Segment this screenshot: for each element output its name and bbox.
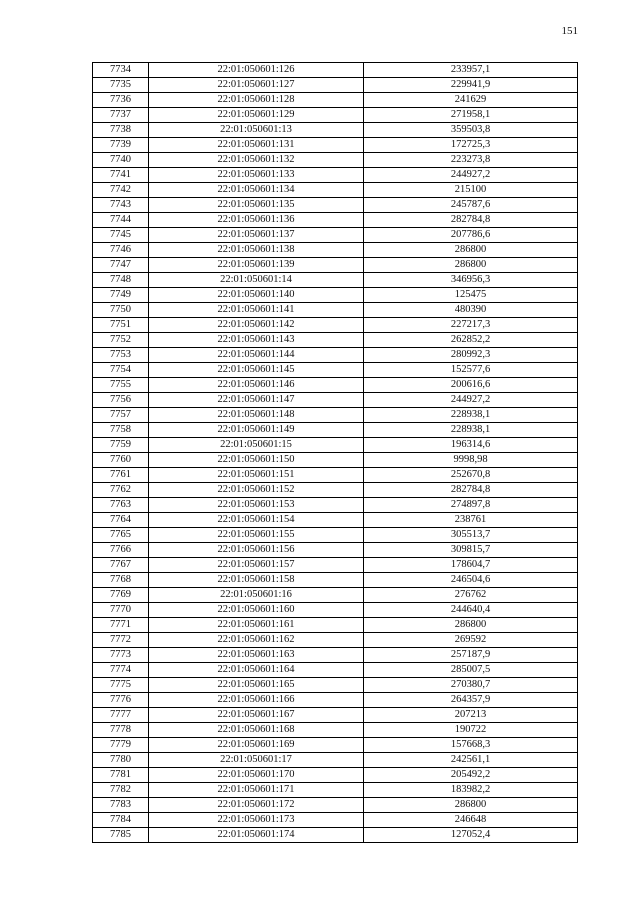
cadastral-value-cell: 207786,6 bbox=[364, 228, 578, 243]
table-row bbox=[93, 198, 578, 213]
table-row bbox=[93, 273, 578, 288]
row-number-cell: 7751 bbox=[93, 318, 149, 333]
row-number-cell: 7772 bbox=[93, 633, 149, 648]
table-row bbox=[93, 318, 578, 333]
cadastral-value-cell: 274897,8 bbox=[364, 498, 578, 513]
table-row bbox=[93, 828, 578, 843]
row-number-cell: 7784 bbox=[93, 813, 149, 828]
cadastral-number-cell: 22:01:050601:154 bbox=[149, 513, 364, 528]
cadastral-number-cell: 22:01:050601:160 bbox=[149, 603, 364, 618]
table-row bbox=[93, 708, 578, 723]
table-row bbox=[93, 468, 578, 483]
cadastral-number-cell: 22:01:050601:13 bbox=[149, 123, 364, 138]
cadastral-number-cell: 22:01:050601:126 bbox=[149, 63, 364, 78]
row-number-cell: 7756 bbox=[93, 393, 149, 408]
cadastral-value-cell: 245787,6 bbox=[364, 198, 578, 213]
cadastral-number-cell: 22:01:050601:136 bbox=[149, 213, 364, 228]
cadastral-number-cell: 22:01:050601:162 bbox=[149, 633, 364, 648]
cadastral-value-cell: 125475 bbox=[364, 288, 578, 303]
table-row bbox=[93, 753, 578, 768]
cadastral-number-cell: 22:01:050601:16 bbox=[149, 588, 364, 603]
table-row bbox=[93, 798, 578, 813]
cadastral-value-cell: 286800 bbox=[364, 618, 578, 633]
table-row bbox=[93, 483, 578, 498]
cadastral-number-cell: 22:01:050601:171 bbox=[149, 783, 364, 798]
row-number-cell: 7762 bbox=[93, 483, 149, 498]
row-number-cell: 7743 bbox=[93, 198, 149, 213]
row-number-cell: 7768 bbox=[93, 573, 149, 588]
table-row bbox=[93, 393, 578, 408]
cadastral-number-cell: 22:01:050601:135 bbox=[149, 198, 364, 213]
cadastral-number-cell: 22:01:050601:161 bbox=[149, 618, 364, 633]
row-number-cell: 7755 bbox=[93, 378, 149, 393]
table-row bbox=[93, 693, 578, 708]
cadastral-number-cell: 22:01:050601:144 bbox=[149, 348, 364, 363]
row-number-cell: 7745 bbox=[93, 228, 149, 243]
row-number-cell: 7753 bbox=[93, 348, 149, 363]
cadastral-number-cell: 22:01:050601:143 bbox=[149, 333, 364, 348]
cadastral-number-cell: 22:01:050601:140 bbox=[149, 288, 364, 303]
row-number-cell: 7744 bbox=[93, 213, 149, 228]
table-row bbox=[93, 528, 578, 543]
row-number-cell: 7746 bbox=[93, 243, 149, 258]
row-number-cell: 7769 bbox=[93, 588, 149, 603]
row-number-cell: 7738 bbox=[93, 123, 149, 138]
cadastral-value-cell: 276762 bbox=[364, 588, 578, 603]
row-number-cell: 7775 bbox=[93, 678, 149, 693]
cadastral-value-cell: 286800 bbox=[364, 243, 578, 258]
row-number-cell: 7761 bbox=[93, 468, 149, 483]
cadastral-value-cell: 190722 bbox=[364, 723, 578, 738]
row-number-cell: 7734 bbox=[93, 63, 149, 78]
row-number-cell: 7760 bbox=[93, 453, 149, 468]
cadastral-number-cell: 22:01:050601:169 bbox=[149, 738, 364, 753]
table-row bbox=[93, 153, 578, 168]
cadastral-value-cell: 257187,9 bbox=[364, 648, 578, 663]
table-row bbox=[93, 453, 578, 468]
cadastral-number-cell: 22:01:050601:147 bbox=[149, 393, 364, 408]
cadastral-number-cell: 22:01:050601:15 bbox=[149, 438, 364, 453]
cadastral-number-cell: 22:01:050601:127 bbox=[149, 78, 364, 93]
table-row bbox=[93, 633, 578, 648]
row-number-cell: 7771 bbox=[93, 618, 149, 633]
cadastral-number-cell: 22:01:050601:165 bbox=[149, 678, 364, 693]
row-number-cell: 7783 bbox=[93, 798, 149, 813]
cadastral-value-cell: 269592 bbox=[364, 633, 578, 648]
table-row bbox=[93, 258, 578, 273]
cadastral-value-cell: 233957,1 bbox=[364, 63, 578, 78]
cadastral-number-cell: 22:01:050601:153 bbox=[149, 498, 364, 513]
cadastral-value-cell: 238761 bbox=[364, 513, 578, 528]
cadastral-value-cell: 480390 bbox=[364, 303, 578, 318]
cadastral-value-cell: 270380,7 bbox=[364, 678, 578, 693]
cadastral-value-cell: 271958,1 bbox=[364, 108, 578, 123]
row-number-cell: 7736 bbox=[93, 93, 149, 108]
cadastral-value-cell: 246648 bbox=[364, 813, 578, 828]
cadastral-number-cell: 22:01:050601:146 bbox=[149, 378, 364, 393]
row-number-cell: 7747 bbox=[93, 258, 149, 273]
cadastral-number-cell: 22:01:050601:17 bbox=[149, 753, 364, 768]
row-number-cell: 7754 bbox=[93, 363, 149, 378]
row-number-cell: 7752 bbox=[93, 333, 149, 348]
table-row bbox=[93, 303, 578, 318]
cadastral-number-cell: 22:01:050601:150 bbox=[149, 453, 364, 468]
cadastral-number-cell: 22:01:050601:158 bbox=[149, 573, 364, 588]
table-row bbox=[93, 108, 578, 123]
cadastral-number-cell: 22:01:050601:151 bbox=[149, 468, 364, 483]
cadastral-number-cell: 22:01:050601:168 bbox=[149, 723, 364, 738]
table-row bbox=[93, 168, 578, 183]
cadastral-number-cell: 22:01:050601:156 bbox=[149, 543, 364, 558]
cadastral-value-cell: 252670,8 bbox=[364, 468, 578, 483]
row-number-cell: 7758 bbox=[93, 423, 149, 438]
table-row bbox=[93, 813, 578, 828]
cadastral-value-cell: 228938,1 bbox=[364, 408, 578, 423]
row-number-cell: 7766 bbox=[93, 543, 149, 558]
row-number-cell: 7778 bbox=[93, 723, 149, 738]
cadastral-number-cell: 22:01:050601:157 bbox=[149, 558, 364, 573]
table-row bbox=[93, 423, 578, 438]
cadastral-value-cell: 227217,3 bbox=[364, 318, 578, 333]
cadastral-value-cell: 223273,8 bbox=[364, 153, 578, 168]
cadastral-value-cell: 207213 bbox=[364, 708, 578, 723]
table-row bbox=[93, 513, 578, 528]
cadastral-value-cell: 9998,98 bbox=[364, 453, 578, 468]
cadastral-value-cell: 264357,9 bbox=[364, 693, 578, 708]
table-row bbox=[93, 768, 578, 783]
cadastral-value-cell: 282784,8 bbox=[364, 213, 578, 228]
cadastral-number-cell: 22:01:050601:145 bbox=[149, 363, 364, 378]
cadastral-value-cell: 244640,4 bbox=[364, 603, 578, 618]
table-row bbox=[93, 438, 578, 453]
row-number-cell: 7781 bbox=[93, 768, 149, 783]
cadastral-value-cell: 285007,5 bbox=[364, 663, 578, 678]
table-row bbox=[93, 618, 578, 633]
cadastral-value-cell: 205492,2 bbox=[364, 768, 578, 783]
cadastral-value-cell: 127052,4 bbox=[364, 828, 578, 843]
cadastral-value-cell: 262852,2 bbox=[364, 333, 578, 348]
table-row bbox=[93, 78, 578, 93]
table-row bbox=[93, 348, 578, 363]
table-row bbox=[93, 363, 578, 378]
cadastral-value-cell: 282784,8 bbox=[364, 483, 578, 498]
row-number-cell: 7742 bbox=[93, 183, 149, 198]
cadastral-value-cell: 178604,7 bbox=[364, 558, 578, 573]
table-row bbox=[93, 498, 578, 513]
cadastral-value-cell: 246504,6 bbox=[364, 573, 578, 588]
cadastral-value-cell: 346956,3 bbox=[364, 273, 578, 288]
row-number-cell: 7735 bbox=[93, 78, 149, 93]
table-row bbox=[93, 558, 578, 573]
row-number-cell: 7739 bbox=[93, 138, 149, 153]
table-row bbox=[93, 573, 578, 588]
cadastral-number-cell: 22:01:050601:133 bbox=[149, 168, 364, 183]
row-number-cell: 7777 bbox=[93, 708, 149, 723]
cadastral-number-cell: 22:01:050601:142 bbox=[149, 318, 364, 333]
cadastral-number-cell: 22:01:050601:128 bbox=[149, 93, 364, 108]
row-number-cell: 7776 bbox=[93, 693, 149, 708]
cadastral-value-cell: 241629 bbox=[364, 93, 578, 108]
cadastral-value-cell: 200616,6 bbox=[364, 378, 578, 393]
cadastral-number-cell: 22:01:050601:134 bbox=[149, 183, 364, 198]
table-row bbox=[93, 378, 578, 393]
row-number-cell: 7774 bbox=[93, 663, 149, 678]
cadastral-value-table bbox=[92, 62, 578, 843]
table-row bbox=[93, 183, 578, 198]
cadastral-number-cell: 22:01:050601:163 bbox=[149, 648, 364, 663]
cadastral-number-cell: 22:01:050601:137 bbox=[149, 228, 364, 243]
cadastral-value-cell: 172725,3 bbox=[364, 138, 578, 153]
table-body bbox=[93, 63, 578, 843]
row-number-cell: 7764 bbox=[93, 513, 149, 528]
table-row bbox=[93, 93, 578, 108]
table-row bbox=[93, 588, 578, 603]
table-row bbox=[93, 738, 578, 753]
row-number-cell: 7757 bbox=[93, 408, 149, 423]
cadastral-number-cell: 22:01:050601:149 bbox=[149, 423, 364, 438]
row-number-cell: 7740 bbox=[93, 153, 149, 168]
row-number-cell: 7782 bbox=[93, 783, 149, 798]
row-number-cell: 7741 bbox=[93, 168, 149, 183]
table-row bbox=[93, 663, 578, 678]
cadastral-number-cell: 22:01:050601:139 bbox=[149, 258, 364, 273]
table-row bbox=[93, 228, 578, 243]
cadastral-number-cell: 22:01:050601:174 bbox=[149, 828, 364, 843]
cadastral-number-cell: 22:01:050601:167 bbox=[149, 708, 364, 723]
row-number-cell: 7748 bbox=[93, 273, 149, 288]
row-number-cell: 7750 bbox=[93, 303, 149, 318]
cadastral-value-cell: 309815,7 bbox=[364, 543, 578, 558]
cadastral-value-cell: 280992,3 bbox=[364, 348, 578, 363]
cadastral-number-cell: 22:01:050601:131 bbox=[149, 138, 364, 153]
table-row bbox=[93, 138, 578, 153]
table-row bbox=[93, 333, 578, 348]
row-number-cell: 7773 bbox=[93, 648, 149, 663]
row-number-cell: 7779 bbox=[93, 738, 149, 753]
cadastral-number-cell: 22:01:050601:166 bbox=[149, 693, 364, 708]
table-row bbox=[93, 603, 578, 618]
row-number-cell: 7749 bbox=[93, 288, 149, 303]
cadastral-value-cell: 242561,1 bbox=[364, 753, 578, 768]
page-number: 151 bbox=[561, 25, 578, 37]
table-row bbox=[93, 123, 578, 138]
table-row bbox=[93, 648, 578, 663]
row-number-cell: 7763 bbox=[93, 498, 149, 513]
cadastral-value-cell: 196314,6 bbox=[364, 438, 578, 453]
table-row bbox=[93, 723, 578, 738]
cadastral-number-cell: 22:01:050601:148 bbox=[149, 408, 364, 423]
row-number-cell: 7770 bbox=[93, 603, 149, 618]
cadastral-number-cell: 22:01:050601:172 bbox=[149, 798, 364, 813]
cadastral-value-cell: 229941,9 bbox=[364, 78, 578, 93]
cadastral-value-cell: 305513,7 bbox=[364, 528, 578, 543]
cadastral-number-cell: 22:01:050601:132 bbox=[149, 153, 364, 168]
cadastral-value-cell: 359503,8 bbox=[364, 123, 578, 138]
table-row bbox=[93, 408, 578, 423]
cadastral-value-cell: 152577,6 bbox=[364, 363, 578, 378]
cadastral-value-cell: 215100 bbox=[364, 183, 578, 198]
cadastral-number-cell: 22:01:050601:164 bbox=[149, 663, 364, 678]
cadastral-number-cell: 22:01:050601:155 bbox=[149, 528, 364, 543]
cadastral-value-cell: 244927,2 bbox=[364, 393, 578, 408]
row-number-cell: 7767 bbox=[93, 558, 149, 573]
cadastral-value-cell: 286800 bbox=[364, 258, 578, 273]
cadastral-value-cell: 157668,3 bbox=[364, 738, 578, 753]
row-number-cell: 7765 bbox=[93, 528, 149, 543]
table-row bbox=[93, 243, 578, 258]
cadastral-number-cell: 22:01:050601:173 bbox=[149, 813, 364, 828]
row-number-cell: 7759 bbox=[93, 438, 149, 453]
cadastral-number-cell: 22:01:050601:129 bbox=[149, 108, 364, 123]
row-number-cell: 7785 bbox=[93, 828, 149, 843]
cadastral-value-cell: 183982,2 bbox=[364, 783, 578, 798]
table-row bbox=[93, 213, 578, 228]
cadastral-number-cell: 22:01:050601:141 bbox=[149, 303, 364, 318]
cadastral-value-cell: 244927,2 bbox=[364, 168, 578, 183]
row-number-cell: 7737 bbox=[93, 108, 149, 123]
table-row bbox=[93, 63, 578, 78]
table-row bbox=[93, 288, 578, 303]
cadastral-number-cell: 22:01:050601:14 bbox=[149, 273, 364, 288]
table-row bbox=[93, 543, 578, 558]
cadastral-number-cell: 22:01:050601:152 bbox=[149, 483, 364, 498]
cadastral-value-cell: 228938,1 bbox=[364, 423, 578, 438]
row-number-cell: 7780 bbox=[93, 753, 149, 768]
table-row bbox=[93, 678, 578, 693]
table-row bbox=[93, 783, 578, 798]
cadastral-value-cell: 286800 bbox=[364, 798, 578, 813]
cadastral-number-cell: 22:01:050601:138 bbox=[149, 243, 364, 258]
cadastral-number-cell: 22:01:050601:170 bbox=[149, 768, 364, 783]
